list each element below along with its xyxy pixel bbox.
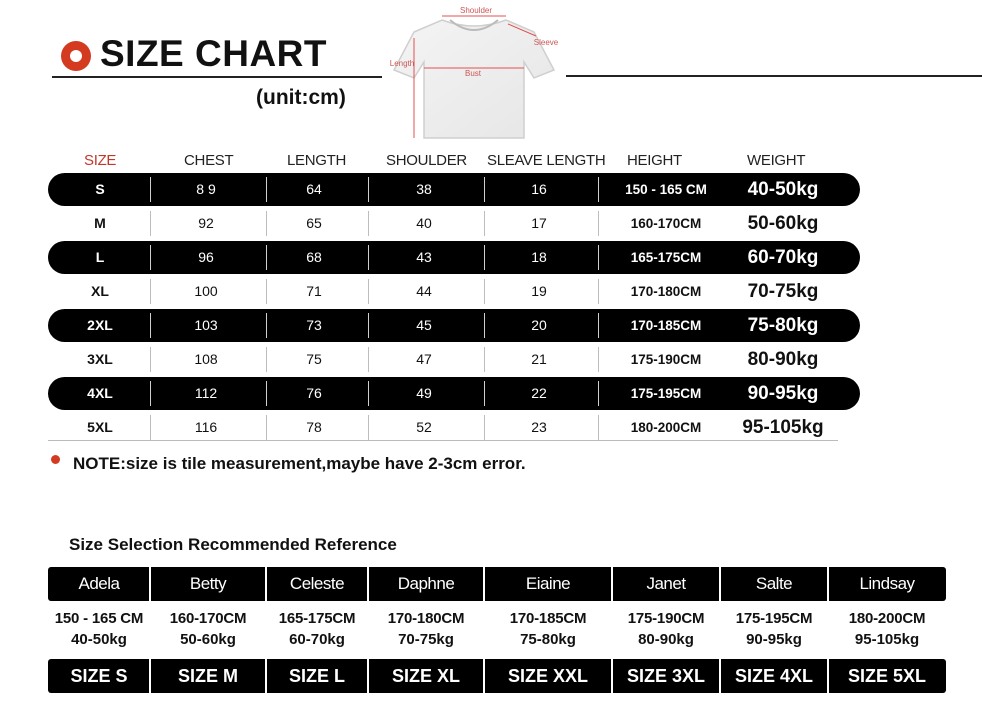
recommend-weight: 75-80kg: [520, 631, 576, 648]
recommend-measure-cell: [484, 610, 612, 648]
recommend-name: Daphne: [397, 574, 455, 593]
cell-chest: 116: [194, 419, 218, 435]
title-rule-right: [566, 75, 982, 77]
cell-chest: 8 9: [196, 181, 216, 197]
recommend-weight: 40-50kg: [71, 631, 127, 648]
cell-shoulder: 49: [416, 385, 432, 401]
recommend-height: 170-185CM: [509, 610, 587, 627]
cell-weight: 40-50kg: [747, 179, 819, 200]
cell-divider: [484, 313, 485, 338]
col-header-height: HEIGHT: [627, 152, 682, 169]
recommend-name: Adela: [78, 574, 120, 593]
band-divider: [719, 567, 721, 601]
cell-weight: 70-75kg: [747, 281, 819, 302]
recommend-name: Janet: [646, 574, 686, 593]
shoulder-label: Shoulder: [459, 6, 493, 15]
sleeve-label: Sleeve: [533, 38, 559, 47]
size-row-xl: [48, 275, 860, 308]
cell-chest: 96: [198, 249, 214, 265]
cell-divider: [484, 279, 485, 304]
cell-shoulder: 40: [416, 215, 432, 231]
recommend-measure-cell: [150, 610, 266, 648]
cell-divider: [266, 211, 267, 236]
cell-divider: [266, 381, 267, 406]
cell-length: 71: [306, 283, 322, 299]
band-divider: [367, 659, 369, 693]
cell-length: 64: [306, 181, 322, 197]
cell-divider: [266, 245, 267, 270]
cell-divider: [368, 415, 369, 440]
page-title: SIZE CHART: [100, 33, 327, 74]
band-divider: [611, 567, 613, 601]
size-row-2xl: [48, 309, 860, 342]
cell-divider: [484, 177, 485, 202]
cell-length: 75: [306, 351, 322, 367]
recommend-weight: 50-60kg: [180, 631, 236, 648]
cell-divider: [266, 177, 267, 202]
cell-divider: [368, 177, 369, 202]
cell-divider: [368, 381, 369, 406]
recommend-size: SIZE 3XL: [626, 666, 706, 686]
size-row-4xl: [48, 377, 860, 410]
recommend-measure-cell: [720, 610, 828, 648]
cell-chest: 92: [198, 215, 214, 231]
cell-divider: [484, 347, 485, 372]
cell-height: 170-180CM: [630, 284, 702, 299]
cell-shoulder: 45: [416, 317, 432, 333]
size-row-s: [48, 173, 860, 206]
cell-divider: [150, 381, 151, 406]
cell-size: 5XL: [87, 419, 113, 435]
cell-chest: 108: [194, 351, 218, 367]
cell-divider: [368, 313, 369, 338]
band-divider: [367, 567, 369, 601]
cell-weight: 50-60kg: [747, 213, 819, 234]
cell-length: 65: [306, 215, 322, 231]
cell-size: XL: [91, 283, 109, 299]
cell-height: 165-175CM: [630, 250, 702, 265]
cell-length: 78: [306, 419, 322, 435]
size-row-l: [48, 241, 860, 274]
col-header-length: LENGTH: [287, 152, 347, 169]
cell-size: S: [95, 181, 105, 197]
recommend-measure-cell: [266, 610, 368, 648]
band-divider: [265, 659, 267, 693]
cell-weight: 80-90kg: [747, 349, 819, 370]
cell-divider: [266, 279, 267, 304]
col-header-weight: WEIGHT: [747, 152, 806, 169]
recommend-size: SIZE XXL: [507, 666, 588, 686]
cell-shoulder: 38: [416, 181, 432, 197]
recommend-weight: 95-105kg: [854, 631, 920, 648]
cell-weight: 95-105kg: [742, 417, 824, 438]
cell-divider: [368, 347, 369, 372]
cell-chest: 103: [194, 317, 218, 333]
cell-height: 175-190CM: [630, 352, 702, 367]
cell-divider: [598, 245, 599, 270]
cell-weight: 60-70kg: [747, 247, 819, 268]
band-divider: [149, 567, 151, 601]
col-header-sleeve-length: SLEAVE LENGTH: [487, 152, 606, 169]
band-divider: [719, 659, 721, 693]
cell-divider: [598, 415, 599, 440]
recommend-name: Celeste: [289, 574, 345, 593]
cell-divider: [598, 279, 599, 304]
recommend-name-band: [48, 567, 946, 601]
cell-height: 160-170CM: [630, 216, 702, 231]
recommend-size-band: [48, 659, 946, 693]
recommend-height: 175-195CM: [735, 610, 813, 627]
cell-height: 170-185CM: [630, 318, 702, 333]
recommend-name: Salte: [755, 574, 793, 593]
cell-length: 76: [306, 385, 322, 401]
cell-divider: [150, 279, 151, 304]
cell-divider: [484, 245, 485, 270]
cell-divider: [266, 347, 267, 372]
recommend-height: 160-170CM: [169, 610, 247, 627]
cell-divider: [598, 347, 599, 372]
length-label: Length: [389, 59, 415, 68]
recommend-height: 150 - 165 CM: [54, 610, 144, 627]
cell-weight: 90-95kg: [747, 383, 819, 404]
cell-divider: [266, 313, 267, 338]
cell-divider: [368, 279, 369, 304]
cell-divider: [150, 415, 151, 440]
title-rule-left: [52, 76, 382, 78]
cell-divider: [484, 381, 485, 406]
cell-shoulder: 43: [416, 249, 432, 265]
recommend-size: SIZE L: [288, 666, 345, 686]
cell-sleeve: 23: [531, 419, 547, 435]
cell-height: 150 - 165 CM: [625, 182, 707, 197]
recommend-height: 175-190CM: [627, 610, 705, 627]
recommend-measure-cell: [48, 610, 150, 648]
cell-divider: [598, 381, 599, 406]
cell-shoulder: 44: [416, 283, 432, 299]
recommend-title: Size Selection Recommended Reference: [69, 535, 397, 554]
cell-divider: [150, 347, 151, 372]
table-bottom-rule: [48, 440, 838, 441]
band-divider: [483, 659, 485, 693]
cell-divider: [150, 245, 151, 270]
recommend-size: SIZE 5XL: [847, 666, 927, 686]
recommend-size: SIZE 4XL: [734, 666, 814, 686]
cell-size: 2XL: [87, 317, 113, 333]
recommend-size: SIZE XL: [391, 666, 460, 686]
recommend-height: 165-175CM: [278, 610, 356, 627]
cell-divider: [150, 313, 151, 338]
cell-sleeve: 18: [531, 249, 547, 265]
band-divider: [265, 567, 267, 601]
cell-size: 4XL: [87, 385, 113, 401]
recommend-height: 180-200CM: [848, 610, 926, 627]
cell-divider: [484, 211, 485, 236]
recommend-measure-cell: [828, 610, 946, 648]
cell-height: 175-195CM: [630, 386, 702, 401]
recommend-size: SIZE S: [70, 666, 128, 686]
note-bullet-icon: [51, 455, 60, 464]
cell-sleeve: 21: [531, 351, 547, 367]
cell-divider: [266, 415, 267, 440]
cell-sleeve: 16: [531, 181, 547, 197]
recommend-weight: 60-70kg: [289, 631, 345, 648]
band-divider: [827, 567, 829, 601]
cell-length: 68: [306, 249, 322, 265]
cell-sleeve: 17: [531, 215, 547, 231]
recommend-weight: 90-95kg: [746, 631, 802, 648]
cell-shoulder: 52: [416, 419, 432, 435]
band-divider: [611, 659, 613, 693]
recommend-name: Eiaine: [525, 574, 571, 593]
recommend-measure-cell: [612, 610, 720, 648]
cell-divider: [368, 245, 369, 270]
cell-sleeve: 22: [531, 385, 547, 401]
unit-label: (unit:cm): [256, 86, 346, 109]
cell-divider: [368, 211, 369, 236]
cell-weight: 75-80kg: [747, 315, 819, 336]
cell-size: L: [95, 249, 105, 265]
cell-size: M: [94, 215, 106, 231]
size-row-m: [48, 207, 860, 240]
cell-chest: 100: [194, 283, 218, 299]
col-header-shoulder: SHOULDER: [386, 152, 467, 169]
col-header-size: SIZE: [84, 152, 117, 169]
tshirt-shape: [394, 20, 554, 138]
cell-divider: [150, 211, 151, 236]
cell-sleeve: 20: [531, 317, 547, 333]
recommend-name: Lindsay: [859, 574, 915, 593]
cell-chest: 112: [194, 385, 218, 401]
cell-length: 73: [306, 317, 322, 333]
recommend-weight: 70-75kg: [398, 631, 454, 648]
cell-shoulder: 47: [416, 351, 432, 367]
recommend-height: 170-180CM: [387, 610, 465, 627]
cell-height: 180-200CM: [630, 420, 702, 435]
cell-divider: [598, 211, 599, 236]
band-divider: [827, 659, 829, 693]
recommend-measure-cell: [368, 610, 484, 648]
recommend-weight: 80-90kg: [638, 631, 694, 648]
col-header-chest: CHEST: [184, 152, 234, 169]
recommend-size: SIZE M: [177, 666, 238, 686]
band-divider: [483, 567, 485, 601]
band-divider: [149, 659, 151, 693]
cell-divider: [598, 177, 599, 202]
cell-size: 3XL: [87, 351, 113, 367]
bust-label: Bust: [464, 69, 482, 78]
tshirt-diagram: [384, 2, 564, 144]
recommend-name: Betty: [189, 574, 227, 593]
cell-divider: [150, 177, 151, 202]
size-row-3xl: [48, 343, 860, 376]
cell-divider: [598, 313, 599, 338]
cell-divider: [484, 415, 485, 440]
cell-sleeve: 19: [531, 283, 547, 299]
title-bullet-icon: [61, 41, 91, 71]
note-text: NOTE:size is tile measurement,maybe have 2-3cm error.: [73, 454, 526, 473]
